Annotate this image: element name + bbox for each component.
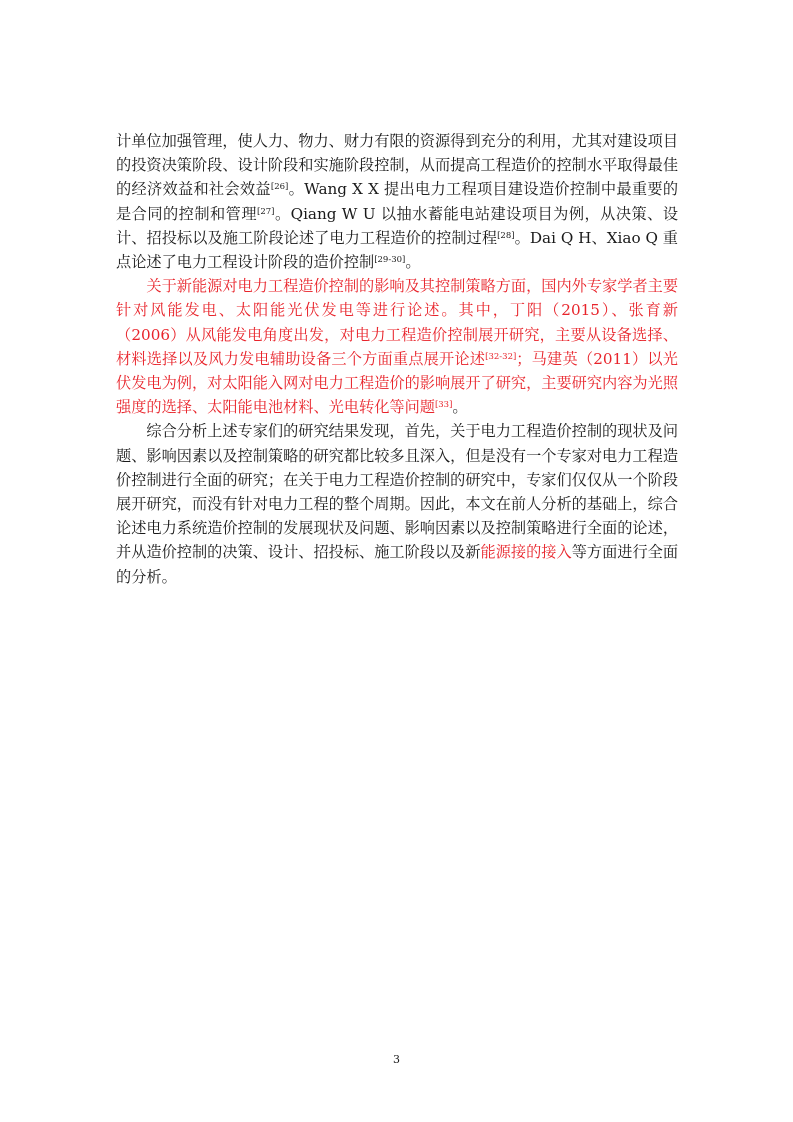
- paragraph-new-energy-review: [116, 274, 678, 419]
- text-run: ；马建英（2011）以光伏发电为例，对太阳能入网对电力工程造价的影响展开了研究，主要研究内容为光照强度的选择、太阳能电池材料、光电转化等问题: [116, 349, 678, 417]
- document-body: [116, 129, 678, 589]
- page-number: 3: [393, 1053, 400, 1066]
- citation-reference: [32-32]: [485, 351, 517, 362]
- text-run: 。Wang X X 提出电力工程项目建设造价控制中最重要的是合同的控制和管理: [116, 180, 679, 223]
- text-run: 。Dai Q H、Xiao Q 重点论述了电力工程设计阶段的造价控制: [116, 228, 678, 272]
- text-run: 关于新能源对电力工程造价控制的影响及其控制策略方面，国内外专家学者主要针对风能发电、太阳能光伏发电等进行论述。其中，丁阳（2015）、张育新（2006）从风能发电角度出发，对电力工程造价控制展开研究，主要从设备选择、材料选择以及风力发电辅助设备三个方面重点展开论述: [116, 277, 678, 368]
- text-run: 等方面进行全面的分析。: [116, 543, 679, 586]
- citation-reference: [28]: [497, 230, 515, 241]
- paragraph-summary: [116, 419, 678, 588]
- text-run: 。: [405, 253, 421, 272]
- citation-reference: [26]: [270, 182, 289, 193]
- text-run: 。: [452, 398, 468, 417]
- citation-reference: [27]: [257, 206, 275, 217]
- text-run: 能源接的接入: [480, 543, 572, 562]
- text-run: 计单位加强管理，使人力、物力、财力有限的资源得到充分的利用，尤其对建设项目的投资决策阶段、设计阶段和实施阶段控制，从而提高工程造价的控制水平取得最佳的经济效益和社会效益: [116, 132, 678, 199]
- text-run: 综合分析上述专家们的研究结果发现，首先，关于电力工程造价控制的现状及问题、影响因素以及控制策略的研究都比较多且深入，但是没有一个专家对电力工程造价控制进行全面的研究；在关于电力工程造价控制的研究中，专家们仅仅从一个阶段展开研究，而没有针对电力工程的整个周期。因此，本文在前人分析的基础上，综合论述电力系统造价控制的发展现状及问题、影响因素以及控制策略进行全面的论述，并从造价控制的决策、设计、招投标、施工阶段以及新: [116, 422, 678, 562]
- paragraph-continued-literature-review: [116, 129, 678, 274]
- citation-reference: [33]: [434, 400, 453, 411]
- text-run: 。Qiang W U 以抽水蓄能电站建设项目为例，从决策、设计、招投标以及施工阶段论述了电力工程造价的控制过程: [116, 204, 679, 247]
- citation-reference: [29-30]: [374, 255, 406, 266]
